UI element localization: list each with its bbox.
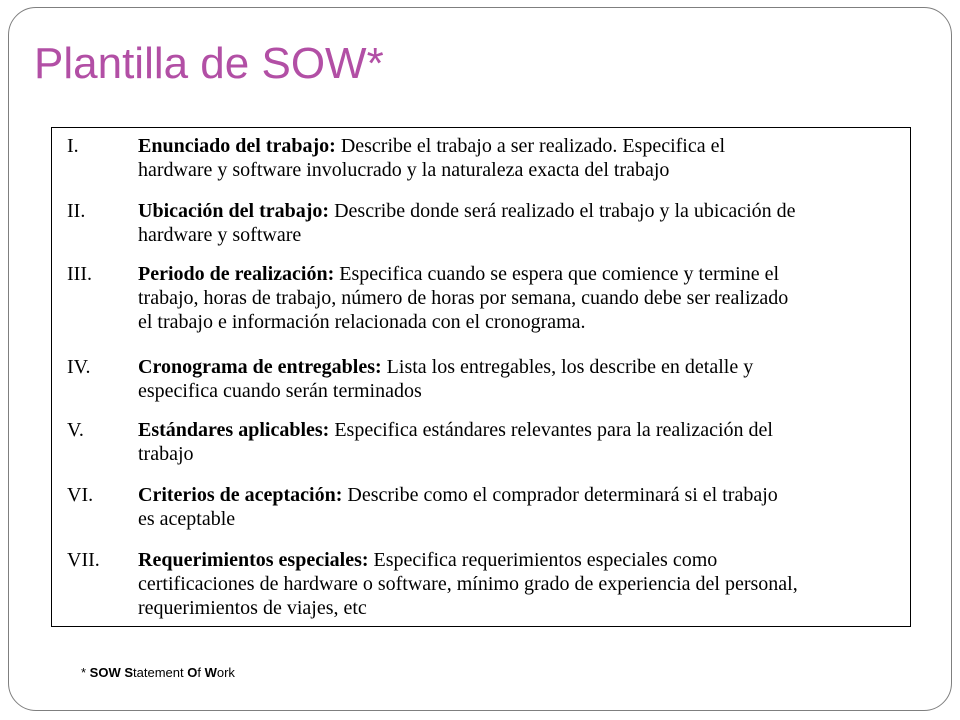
footnote-abbreviation: SOW — [89, 665, 121, 680]
footnote-word: f — [197, 665, 205, 680]
item-numeral: IV. — [67, 356, 91, 378]
item-text — [138, 483, 906, 531]
item-line — [138, 355, 906, 379]
item-line — [138, 262, 906, 286]
item-description: Especifica estándares relevantes para la realización del — [329, 419, 773, 441]
item-numeral: I. — [67, 135, 79, 157]
item-numeral: II. — [67, 200, 86, 222]
sow-template-box — [51, 127, 911, 627]
slide-title: Plantilla de SOW* — [34, 39, 384, 88]
item-line: especifica cuando serán terminados — [138, 380, 422, 402]
footnote-star: * — [81, 665, 90, 680]
item-line — [138, 418, 906, 442]
item-line — [138, 199, 906, 223]
item-line — [138, 548, 906, 572]
item-line — [138, 134, 906, 158]
item-line: el trabajo e información relacionada con el cronograma. — [138, 311, 586, 333]
item-term: Periodo de realización: — [138, 263, 335, 285]
item-term: Enunciado del trabajo: — [138, 135, 336, 157]
item-numeral: III. — [67, 263, 92, 285]
footnote-initial: S — [124, 665, 134, 680]
item-text — [138, 134, 906, 182]
footnote — [81, 665, 235, 680]
item-line: requerimientos de viajes, etc — [138, 597, 367, 619]
footnote-initial: O — [187, 665, 198, 680]
item-description: Lista los entregables, los describe en detalle y — [381, 356, 754, 378]
item-numeral: V. — [67, 419, 84, 441]
item-term: Cronograma de entregables: — [138, 356, 382, 378]
item-term: Requerimientos especiales: — [138, 549, 369, 571]
item-line: trabajo, horas de trabajo, número de horas por semana, cuando debe ser realizado — [138, 287, 789, 309]
item-term: Ubicación del trabajo: — [138, 200, 330, 222]
item-description: Describe el trabajo a ser realizado. Especifica el — [335, 135, 726, 157]
footnote-word: tatement — [133, 665, 188, 680]
footnote-initial: W — [204, 665, 217, 680]
item-line: certificaciones de hardware o software, mínimo grado de experiencia del personal, — [138, 573, 798, 595]
item-term: Criterios de aceptación: — [138, 484, 343, 506]
item-description: Describe donde será realizado el trabajo y la ubicación de — [329, 200, 796, 222]
item-text — [138, 548, 906, 620]
item-numeral: VII. — [67, 549, 100, 571]
item-text — [138, 199, 906, 247]
item-text — [138, 262, 906, 334]
item-text — [138, 355, 906, 403]
item-term: Estándares aplicables: — [138, 419, 330, 441]
item-line: trabajo — [138, 443, 194, 465]
item-line — [138, 483, 906, 507]
item-description: Especifica requerimientos especiales como — [368, 549, 718, 571]
item-line: hardware y software involucrado y la naturaleza exacta del trabajo — [138, 159, 670, 181]
item-line: hardware y software — [138, 224, 302, 246]
footnote-word: ork — [216, 665, 235, 680]
item-text — [138, 418, 906, 466]
item-line: es aceptable — [138, 508, 236, 530]
item-description: Describe como el comprador determinará si el trabajo — [342, 484, 778, 506]
item-description: Especifica cuando se espera que comience y termine el — [334, 263, 780, 285]
item-numeral: VI. — [67, 484, 94, 506]
